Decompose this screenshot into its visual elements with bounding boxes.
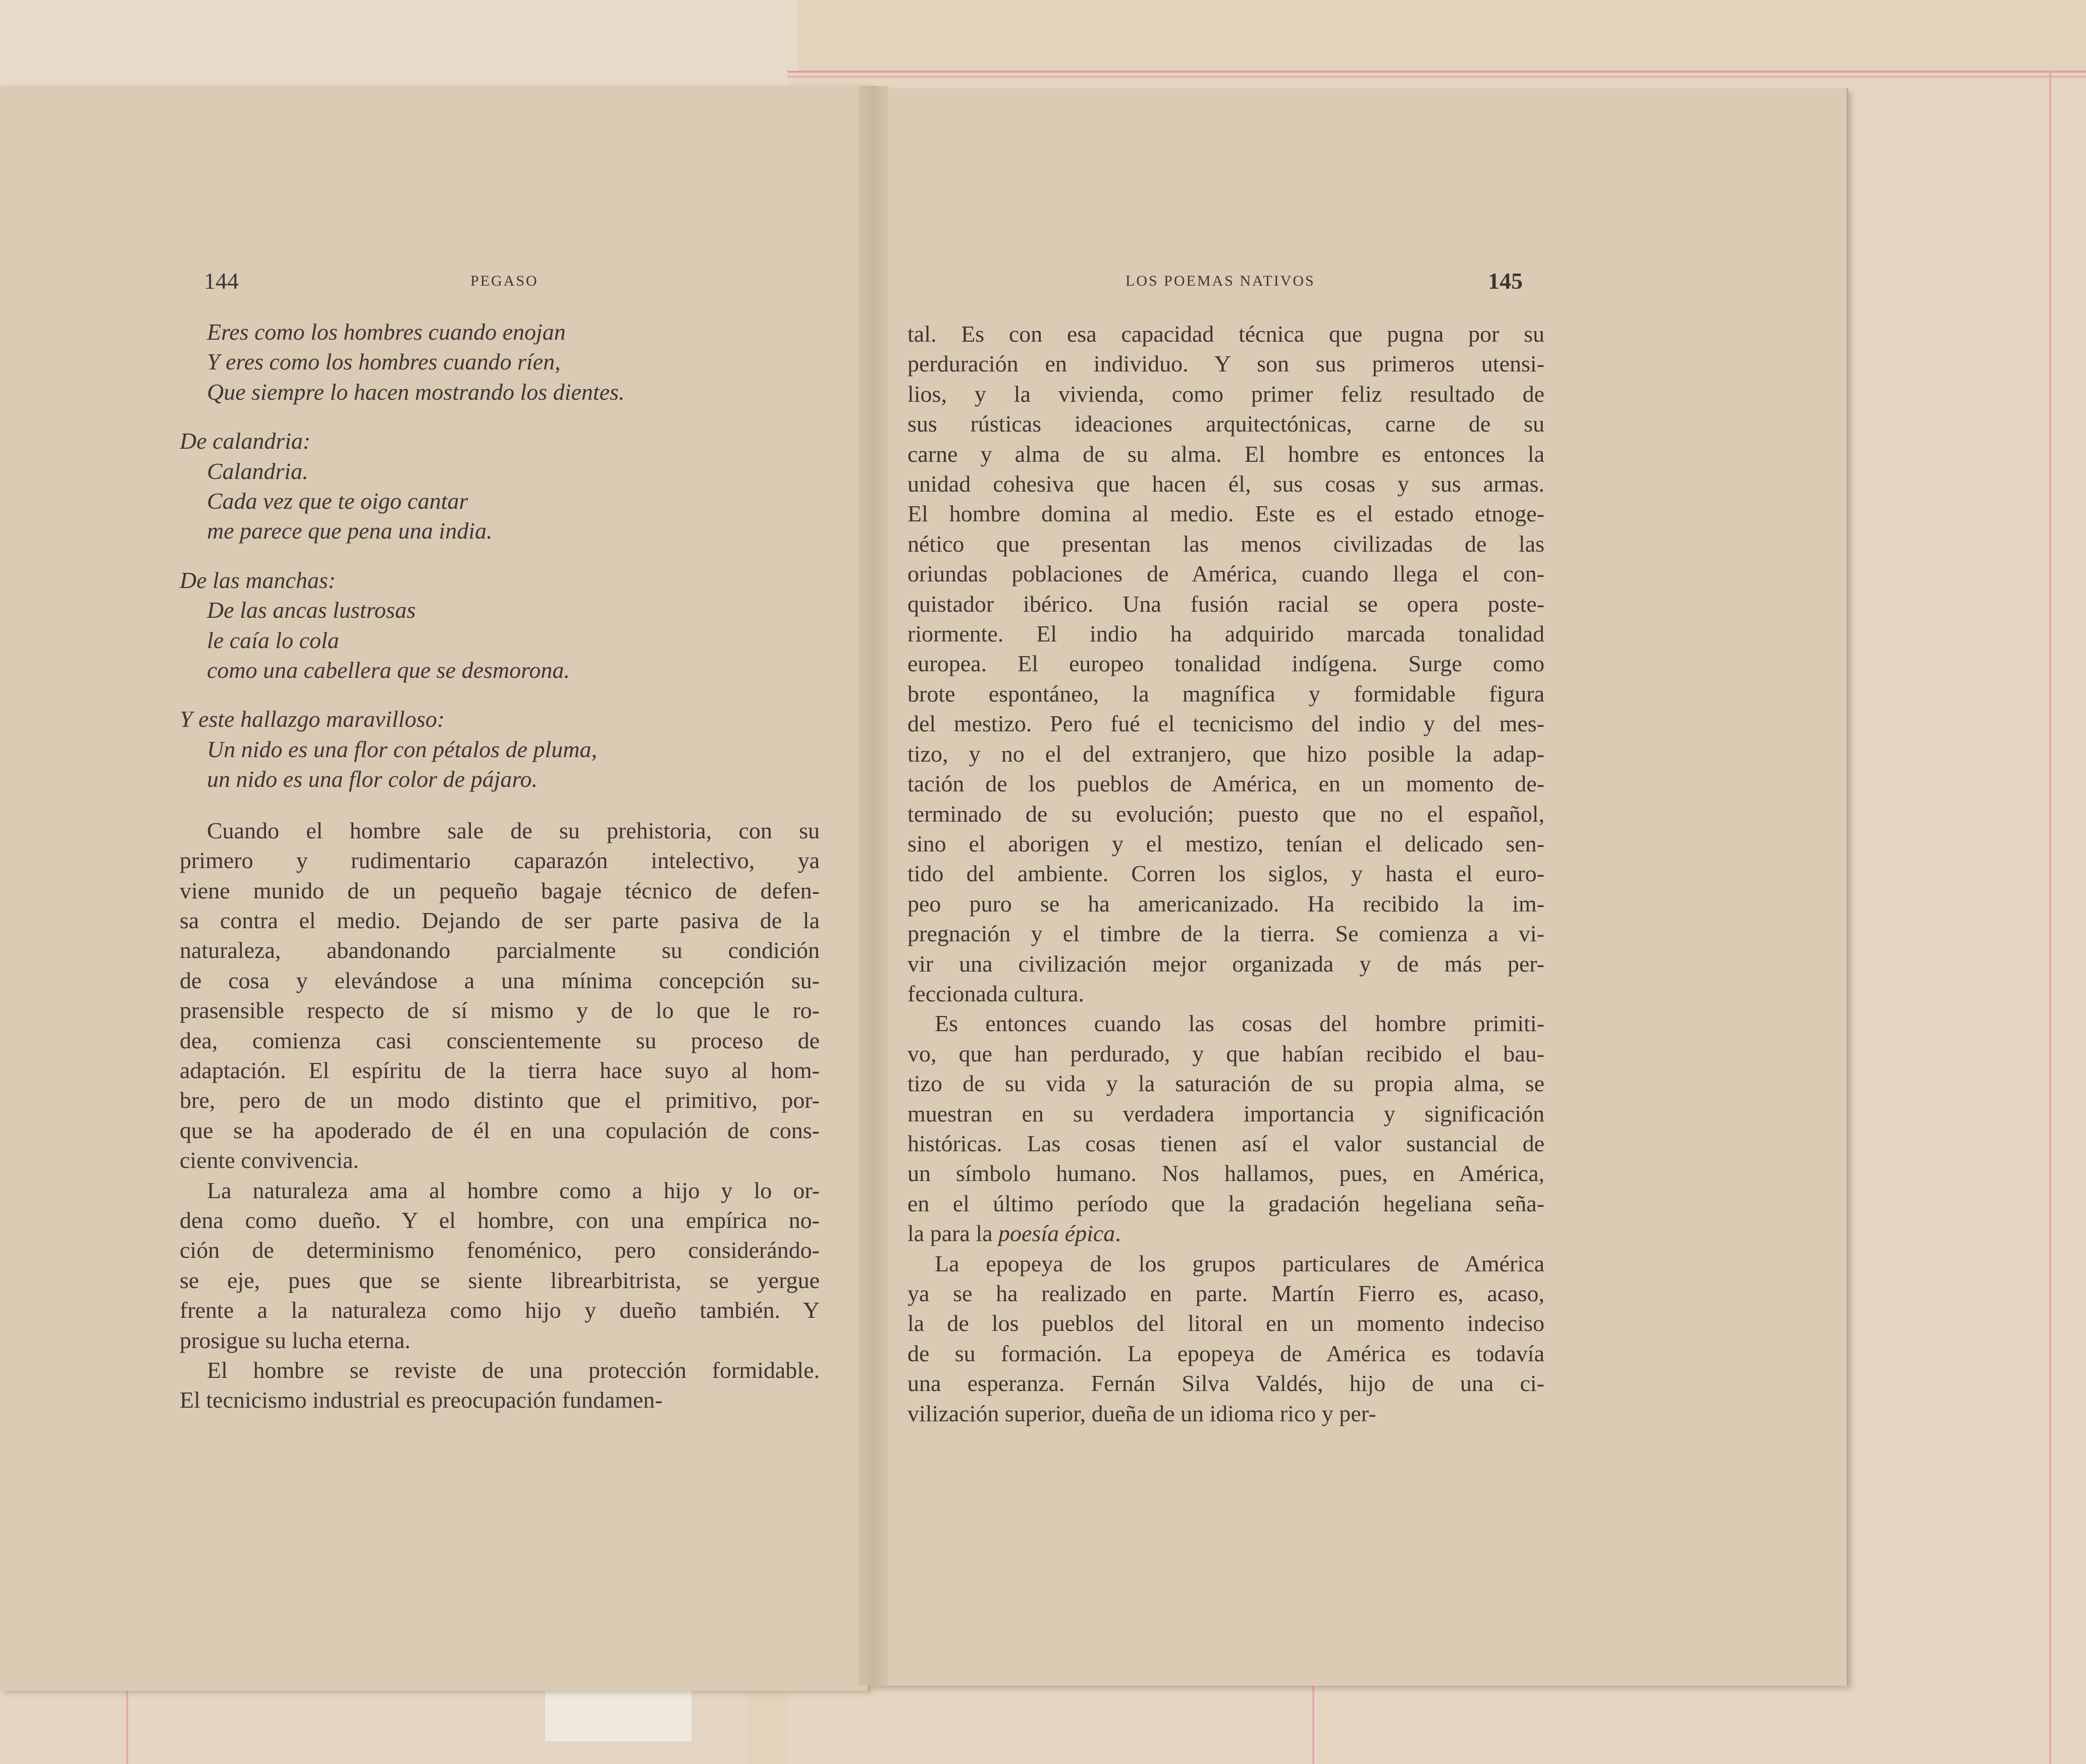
text-line: brote espontáneo, la magnífica y formidable figura	[907, 680, 1544, 707]
book-gutter	[858, 86, 888, 1686]
text-line: La naturaleza ama al hombre como a hijo y lo or-	[207, 1177, 820, 1203]
text-line: oriundas poblaciones de América, cuando llega el con-	[907, 561, 1544, 587]
text-line: naturaleza, abandonando parcialmente su condición	[180, 937, 820, 964]
verse-heading: De calandria:	[180, 428, 311, 454]
text-line: la de los pueblos del litoral en un momento indeciso	[907, 1310, 1544, 1337]
text-line: riormente. El indio ha adquirido marcada tonalidad	[907, 621, 1544, 647]
text-line	[907, 1218, 1544, 1248]
text-line: perduración en individuo. Y son sus primeros utensi-	[907, 351, 1544, 377]
text-line: El hombre domina al medio. Este es el estado etnoge-	[907, 501, 1544, 527]
text-line: adaptación. El espíritu de la tierra hace suyo al hom-	[180, 1057, 820, 1083]
text-line: se eje, pues que se siente librearbitrista, se yergue	[180, 1267, 820, 1293]
text-line: pregnación y el timbre de la tierra. Se comienza a vi-	[907, 921, 1544, 947]
paragraph-1	[180, 816, 820, 1175]
text-line: primero y rudimentario caparazón intelectivo, ya	[180, 847, 820, 874]
verse-line: me parece que pena una india.	[207, 518, 493, 544]
text-line: sino el aborigen y el mestizo, tenían el delicado sen-	[907, 830, 1544, 857]
verse-stanza-4	[180, 704, 820, 794]
text-line: tación de los pueblos de América, en un momento de-	[907, 771, 1544, 797]
text-line: ciente convivencia.	[180, 1147, 359, 1173]
text-line: El tecnicismo industrial es preocupación fundamen-	[180, 1387, 663, 1413]
text-line: tal. Es con esa capacidad técnica que pugna por su	[907, 321, 1544, 347]
verse-stanza-3	[180, 565, 820, 685]
text-line: viene munido de un pequeño bagaje técnico de defen-	[180, 877, 820, 903]
text-line: ción de determinismo fenoménico, pero considerándo-	[180, 1237, 820, 1263]
text-line: un símbolo humano. Nos hallamos, pues, en América,	[907, 1160, 1544, 1187]
text-line: Es entonces cuando las cosas del hombre primiti-	[935, 1010, 1544, 1037]
background-sheet-top	[0, 0, 797, 96]
text-line: nético que presentan las menos civilizadas de las	[907, 530, 1544, 557]
verse-line: Un nido es una flor con pétalos de pluma,	[207, 736, 597, 762]
verse-line: le caía lo cola	[207, 627, 339, 653]
left-running-head: PEGASO	[470, 273, 539, 289]
text-line: sa contra el medio. Dejando de ser parte pasiva de la	[180, 907, 820, 933]
text-line: quistador ibérico. Una fusión racial se opera poste-	[907, 591, 1544, 617]
left-page-number: 144	[204, 268, 239, 294]
verse-line: Cada vez que te oigo cantar	[207, 488, 468, 514]
text-line: en el último período que la gradación hegeliana seña-	[907, 1190, 1544, 1216]
text-line: frente a la naturaleza como hijo y dueño también. Y	[180, 1297, 820, 1323]
text-line: europea. El europeo tonalidad indígena. Surge como	[907, 651, 1544, 677]
verse-line: Que siempre lo hacen mostrando los dientes.	[207, 379, 625, 405]
text-line: peo puro se ha americanizado. Ha recibido la im-	[907, 890, 1544, 917]
text-line: lios, y la vivienda, como primer feliz resultado de	[907, 381, 1544, 407]
text-line: una esperanza. Fernán Silva Valdés, hijo de una ci-	[907, 1370, 1544, 1397]
text-segment: la para la	[907, 1220, 999, 1247]
paragraph-2	[180, 1175, 820, 1355]
text-line: Cuando el hombre sale de su prehistoria, con su	[207, 817, 820, 843]
italic-term: poesía épica	[998, 1220, 1115, 1247]
text-line: vo, que han perdurado, y que habían recibido el bau-	[907, 1040, 1544, 1066]
verse-line: Y eres como los hombres cuando ríen,	[207, 349, 561, 375]
text-line: dena como dueño. Y el hombre, con una empírica no-	[180, 1207, 820, 1233]
right-text-column	[907, 319, 1544, 1428]
text-line: feccionada cultura.	[907, 980, 1084, 1006]
text-line: vir una civilización mejor organizada y de más per-	[907, 950, 1544, 977]
right-page-number: 145	[1488, 268, 1523, 294]
text-line: de su formación. La epopeya de América es todavía	[907, 1340, 1544, 1366]
text-line: dea, comienza casi conscientemente su proceso de	[180, 1027, 820, 1053]
text-line: ya se ha realizado en parte. Martín Fierro es, acaso,	[907, 1280, 1544, 1306]
paragraph-1	[907, 319, 1544, 1008]
text-line: prosigue su lucha eterna.	[180, 1327, 411, 1353]
paragraph-2	[907, 1008, 1544, 1248]
verse-stanza-1	[180, 317, 820, 407]
verse-line: De las ancas lustrosas	[207, 597, 416, 623]
text-line: prasensible respecto de sí mismo y de lo que le ro-	[180, 997, 820, 1024]
text-line: tizo, y no el del extranjero, que hizo posible la adap-	[907, 740, 1544, 767]
left-text-column	[180, 317, 820, 1415]
text-line: sus rústicas ideaciones arquitectónicas, carne de su	[907, 411, 1544, 437]
text-line: unidad cohesiva que hacen él, sus cosas y sus armas.	[907, 471, 1544, 497]
text-line: bre, pero de un modo distinto que el primitivo, por-	[180, 1087, 820, 1113]
text-line: El hombre se reviste de una protección formidable.	[207, 1357, 820, 1383]
text-line: que se ha apoderado de él en una copulación de cons-	[180, 1117, 820, 1143]
verse-heading: Y este hallazgo maravilloso:	[180, 706, 445, 732]
text-line: La epopeya de los grupos particulares de América	[935, 1250, 1544, 1276]
text-line: vilización superior, dueña de un idioma rico y per-	[907, 1400, 1376, 1426]
text-line: terminado de su evolución; puesto que no el español,	[907, 800, 1544, 827]
text-line: carne y alma de su alma. El hombre es entonces la	[907, 441, 1544, 467]
verse-line: Eres como los hombres cuando enojan	[207, 319, 566, 345]
verse-line: como una cabellera que se desmorona.	[207, 657, 570, 683]
text-line: históricas. Las cosas tienen así el valor sustancial de	[907, 1130, 1544, 1156]
text-line: del mestizo. Pero fué el tecnicismo del indio y del mes-	[907, 711, 1544, 737]
verse-heading: De las manchas:	[180, 567, 336, 593]
text-line: de cosa y elevándose a una mínima concepción su-	[180, 967, 820, 993]
text-line: tido del ambiente. Corren los siglos, y hasta el euro-	[907, 861, 1544, 887]
paragraph-3	[907, 1249, 1544, 1428]
verse-line: un nido es una flor color de pájaro.	[207, 766, 538, 792]
paragraph-3	[180, 1355, 820, 1415]
right-running-head: LOS POEMAS NATIVOS	[1126, 273, 1315, 289]
text-segment: .	[1115, 1220, 1121, 1247]
text-line: muestran en su verdadera importancia y significación	[907, 1100, 1544, 1127]
verse-stanza-2	[180, 426, 820, 546]
verse-line: Calandria.	[207, 458, 308, 484]
text-line: tizo de su vida y la saturación de su propia alma, se	[907, 1071, 1544, 1097]
